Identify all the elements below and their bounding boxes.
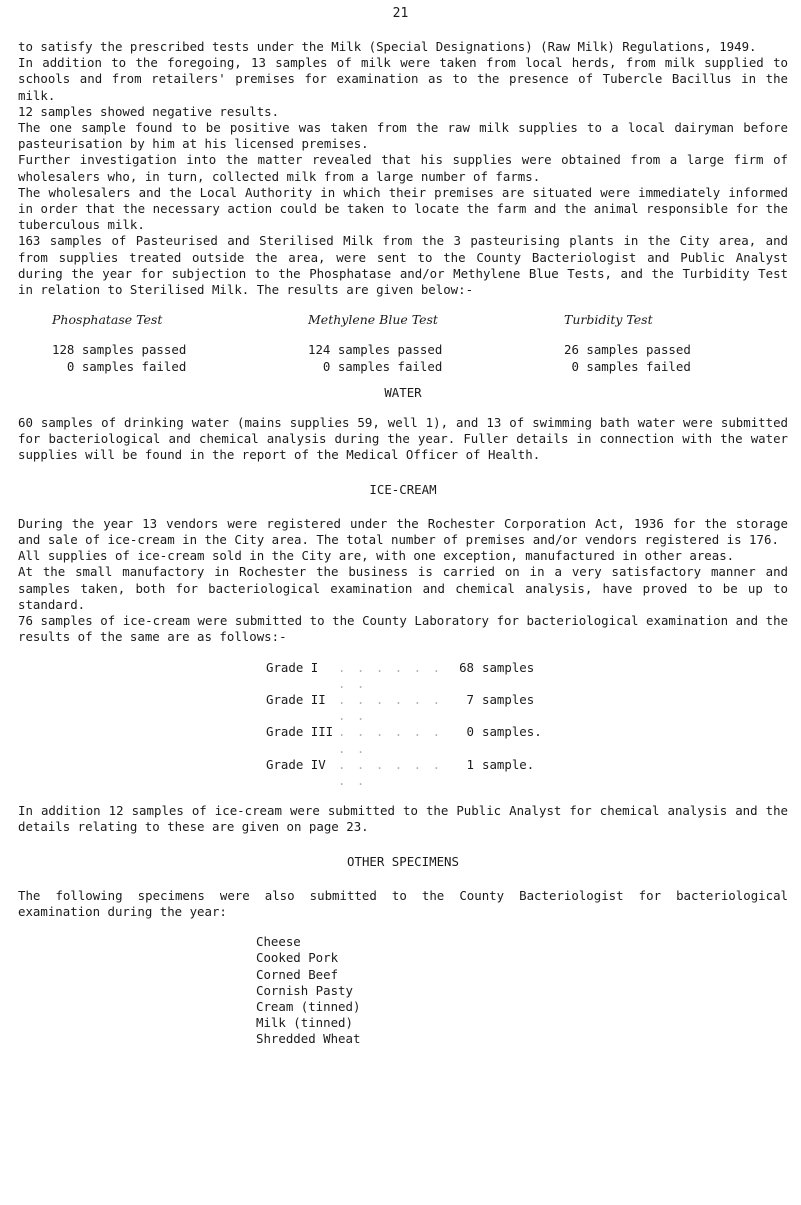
test-title: Methylene Blue Test: [308, 312, 438, 328]
test-column: [274, 312, 530, 375]
grade-label: Grade II: [266, 691, 326, 707]
test-column: [18, 312, 274, 375]
page-number: 21: [392, 6, 409, 21]
water-paragraph: 60 samples of drinking water (mains supplies 59, well 1), and 13 of swimming bath water were submitted for bacteriological and chemical analysis during the year. Fuller details in connection with the water supplies will be found in the report of the Medical Officer of Health.: [18, 415, 788, 463]
list-item: Shredded Wheat: [256, 1031, 361, 1047]
test-title: Turbidity Test: [564, 312, 653, 328]
milk-paragraph: In addition to the foregoing, 13 samples of milk were taken from local herds, from milk supplied to schools and from retailers' premises for examination as to the presence of Tubercle Bacillus in the milk.: [18, 55, 788, 103]
list-item: Cheese: [256, 934, 301, 950]
grade-unit: sample.: [482, 756, 535, 772]
grade-label: Grade IV: [266, 756, 326, 772]
document-body: [18, 39, 788, 1048]
list-item: Cream (tinned): [256, 998, 361, 1014]
grade-row: Grade II . . . . . . . . 7 samples: [266, 691, 535, 724]
grade-count: 7: [466, 691, 474, 707]
water-heading: WATER: [384, 384, 422, 400]
milk-paragraph: to satisfy the prescribed tests under the Milk (Special Designations) (Raw Milk) Regulations, 1949.: [18, 39, 757, 54]
test-results-table: [18, 312, 788, 375]
other-specimens-heading: OTHER SPECIMENS: [347, 853, 459, 869]
milk-paragraph: 12 samples showed negative results.: [18, 103, 280, 119]
ice-cream-paragraph: All supplies of ice-cream sold in the City are, with one exception, manufactured in other areas.: [18, 548, 735, 564]
ice-cream-heading: ICE-CREAM: [369, 481, 437, 497]
grade-count: 0: [466, 724, 474, 740]
test-passed: 26 samples passed: [564, 342, 691, 358]
grade-label: Grade I: [266, 659, 319, 675]
ice-cream-paragraph: At the small manufactory in Rochester the business is carried on in a very satisfactory manner and samples taken, both for bacteriological examination and chemical analysis, have proved to be up to standard.: [18, 564, 788, 612]
grade-unit: samples.: [482, 724, 542, 740]
ice-cream-paragraph: During the year 13 vendors were registered under the Rochester Corporation Act, 1936 for the storage and sale of ice-cream in the City area. The total number of premises and/or vendors registered is 176.: [18, 515, 788, 548]
grade-count: 68: [459, 659, 474, 675]
test-passed: 128 samples passed: [52, 342, 187, 358]
milk-paragraph: The wholesalers and the Local Authority in which their premises are situated were immediately informed in order that the necessary action could be taken to locate the farm and the animal responsible for the tuberculous milk.: [18, 184, 788, 233]
grade-unit: samples: [482, 691, 535, 707]
grade-row: Grade III . . . . . . . . 0 samples.: [266, 724, 542, 756]
grade-label: Grade III: [266, 724, 334, 740]
list-item: Corned Beef: [256, 966, 339, 982]
grade-row: Grade I . . . . . . . . 68 samples: [266, 659, 535, 691]
test-title: Phosphatase Test: [52, 312, 163, 328]
milk-paragraph: The one sample found to be positive was taken from the raw milk supplies to a local dairyman before pasteurisation by him at his licensed premises.: [18, 120, 788, 152]
grade-unit: samples: [482, 659, 535, 675]
test-passed: 124 samples passed: [308, 342, 443, 358]
grade-list: [266, 660, 788, 790]
grade-row: Grade IV . . . . . . . . 1 sample.: [266, 756, 535, 788]
grade-count: 1: [466, 756, 474, 772]
list-item: Cooked Pork: [256, 950, 339, 966]
test-failed: 0 samples failed: [308, 358, 443, 374]
list-item: Milk (tinned): [256, 1015, 353, 1031]
list-item: Cornish Pasty: [256, 982, 353, 998]
test-failed: 0 samples failed: [52, 358, 187, 374]
test-failed: 0 samples failed: [564, 358, 691, 374]
test-column: [530, 312, 786, 375]
milk-paragraph: 163 samples of Pasteurised and Sterilised Milk from the 3 pasteurising plants in the City area, and from supplies treated outside the area, were sent to the County Bacteriologist and Public Analyst during the year for subjection to the Phosphatase and/or Methylene Blue Tests, and the Turbidity Test in relation to Sterilised Milk. The results are given below:-: [18, 233, 788, 298]
ice-cream-paragraph: In addition 12 samples of ice-cream were submitted to the Public Analyst for chemical analysis and the details relating to these are given on page 23.: [18, 803, 788, 835]
milk-paragraph: Further investigation into the matter revealed that his supplies were obtained from a large firm of wholesalers who, in turn, collected milk from a large number of farms.: [18, 152, 788, 184]
other-specimens-intro: The following specimens were also submitted to the County Bacteriologist for bacteriological examination during the year:: [18, 887, 788, 919]
ice-cream-paragraph: 76 samples of ice-cream were submitted to the County Laboratory for bacteriological examination and the results of the same are as follows:-: [18, 613, 788, 645]
specimen-list: [256, 934, 788, 1047]
